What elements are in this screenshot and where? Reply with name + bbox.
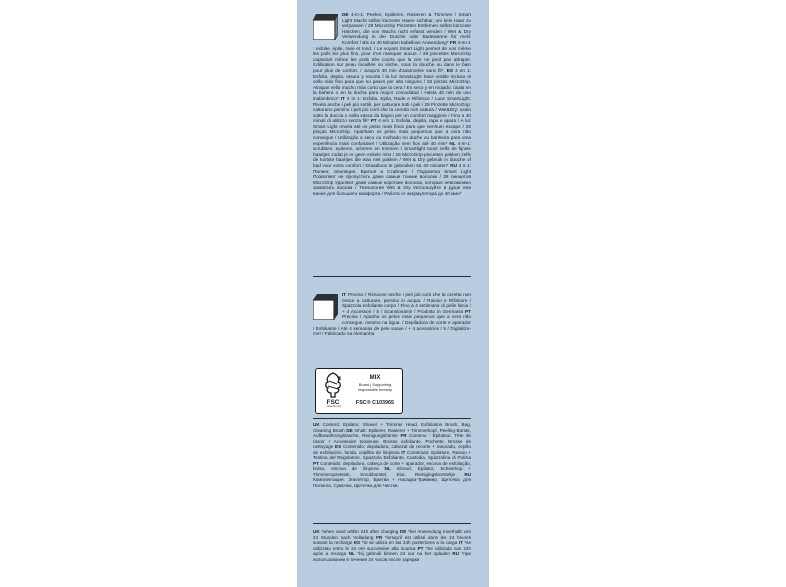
open-box-icon xyxy=(313,14,338,40)
contents-fr: Contenu : Épilateur, Tête de rasoir + Accessoire tondeuse, Brosse exfoliante, Pochette, Brosse de nettoyage xyxy=(313,433,471,450)
lang-code-es: ES xyxy=(353,540,361,546)
precision-pt: Precisa / Apanha os pelos mais pequenos que a cera não consegue, mesmo na água. / Depiladora de corte e aparador / Esfoliante / Até 4 semanas de pele suave / + 4 acessórios / 5 / Digitalize-me! / Fabricado na Alemanha xyxy=(313,314,471,337)
contents-pt: Conteúdo: depiladora, cabeça de corte + aparador, escova de esfoliação, bolsa, escova de limpeza xyxy=(313,460,471,472)
lang-code-de: DE xyxy=(342,12,349,17)
footnote-uk: *when used within 24h after charging xyxy=(319,529,400,534)
footnote-es: *Si se utiliza en las 24h posteriores a la carga xyxy=(360,540,459,546)
features-it: 4 in 1: Esfolia, Epila, Rade e Rifinisce / Luce SmartLight: Rivela anche i peli più sottili, per catturare tutti i peli / 28 Pinzette MicroGrip: catturano persino i peli più corti che la ceretta non cattura / Wet&Dry: usalo sotto la doccia o nella vasca da bagno per un comfort maggiore / Fino a 40 minuti di utilizzo senza fili* xyxy=(313,95,471,124)
features-pt: 4 em 1: Esfolia, depila, rapa e apara / A luz Smart Light revela até os pelos mais finos para que nenhum escape / 28 pinças MicroGrip. Apanham os pelos mais pequenos que a cera não consegue / Utilização a seco ou molhado no duche ou banheira para uma experiência mais confortável / Utilização sem fios até 40 min* xyxy=(313,118,471,146)
fsc-label xyxy=(315,368,403,414)
features-es: 4 en 1: Exfolia, depila, rasura y recorta / la luz SmartLight hace visible incluso el vello más fino para que no pases por alto ninguno / 28 pinzas MicroGrip. Atrapan vello mucho más corto que la cera / En seco y en mojado, úsala en la bañera o en la ducha para mayor comodidad / Hasta 40 min de uso inalámbrico* xyxy=(313,67,471,101)
footnote-ru: *при использовании в течение 24 часов после зарядки xyxy=(313,551,471,562)
contents-es: Contenido: depiladora, cabezal de recorte + rasurado, cepillo de exfoliación, funda, cepillito de limpieza xyxy=(313,444,471,455)
lang-code-fr: FR xyxy=(449,39,457,45)
fsc-logo-text: FSC xyxy=(326,399,340,406)
divider-rule xyxy=(313,523,471,524)
contents-nl: Inhoud: Epilator, Scheerkop + Trimmeropzetstuk, Scrubborstel, Etui, Reinigingsborsteltje xyxy=(313,466,471,477)
lang-code-fr: FR xyxy=(400,433,407,439)
lang-code-ru: RU xyxy=(464,471,471,477)
packaging-side-panel xyxy=(297,0,489,587)
lang-code-pt: PT xyxy=(370,118,377,124)
lang-code-de: DE xyxy=(346,427,353,433)
lang-code-ru: RU xyxy=(450,163,458,169)
contents-de: Inhalt: Epilierer, Rasierer + Trimmerkopf, Peeling-Bürste, Aufbewahrungstasche, Reinigungsbürste xyxy=(313,427,471,439)
lang-code-fr: FR xyxy=(376,534,383,540)
lang-code-uk: UK xyxy=(313,422,320,427)
lang-code-de: DE xyxy=(399,529,407,534)
contents-ru: Комплектация: Эпилятор, Бритва + Насадка-Триммер, Щеточка для Пилинга, Сумочка, Щеточка для Чистки. xyxy=(313,477,471,489)
features-ru: 4 в 1: Пилинг, Эпиляция, Бритьё и Стайлинг / Подсветка Smart Light Позволяет не пропустить даже самые тонкие волоски / 28 пинцетов MicroGrip Удаляют даже самые короткие волоски, которые невозможно захватить воском / Технология Wet & Dry Используйте в душе или ванне для большего комфорта / Работа от аккумулятора до 40 мин* xyxy=(313,163,471,196)
footnote-de: *bei Anwendung innerhalb von 24 Stunden nach Volladung xyxy=(313,529,471,540)
box-front-icon xyxy=(313,294,338,320)
footnote-pt: *Se utilizada nas 24h após a recarga xyxy=(313,545,471,557)
precision-it: Preciso / Rimuove anche i peli più corti che la ceretta non riesce a catturare, persino in acqua. / Rasoio e Rifinitore / Spazzola esfoliante corpo / Fino a 4 settimane di pelle liscia / + 4 Accessori / 5 / Scansionami! / Prodotto in Germania xyxy=(342,292,471,314)
lang-code-pt: PT xyxy=(417,545,424,551)
footnote-text-block xyxy=(313,529,471,562)
divider-rule xyxy=(313,276,471,277)
features-text-block xyxy=(313,12,471,197)
lang-code-it: IT xyxy=(342,292,347,297)
divider-rule xyxy=(313,418,471,419)
footnote-it: *se utilizzato entro le 24 ore successive alla ricarica xyxy=(313,540,472,551)
lang-code-ru: RU xyxy=(452,551,460,557)
lang-code-nl: NL xyxy=(348,551,355,557)
fsc-url: www.fsc.org xyxy=(327,405,341,408)
lang-code-uk: UK xyxy=(313,529,320,534)
lang-code-pt: PT xyxy=(313,460,319,466)
contents-text-block xyxy=(313,422,471,489)
features-de: 4-in-1: Peelen, Epilieren, Rasieren & Trimmen / Smart Light Macht selbst kürzeste Haare sichtbar, um kein Haar zu verpassen / 28 MicroGrip Pinzetten Entfernen selbst kürzeste Härchen, die von Wachs nicht erfasst werden / Wet & Dry Verwendung in der Dusche oder Badewanne für mehr Komfort / Bis zu 40 Minuten kabellose Anwendung* xyxy=(342,12,471,45)
lang-code-it: IT xyxy=(340,95,345,101)
lang-code-nl: NL xyxy=(384,466,391,472)
contents-uk: Content: Epilator, Shaver + Trimmer Head, Exfoliation Brush, Bag, Cleaning Brush xyxy=(313,422,471,433)
fsc-license-code: FSC® C103965 xyxy=(355,400,395,406)
features-fr: 4-en-1 : exfolie, épile, rase et tond. / Le voyant Smart Light permet de voir même les poils les plus fins, pour n'en manquer aucun. / 28 pincettes MicroGrip capturant même les poils très courts que la cire ne peut pas attraper. /Utilisation sur peau mouillée ou sèche, sous la douche ou dans le bain pour plus de confort. / Jusqu'à 40 min d'autonomie sans fil*. xyxy=(313,39,471,73)
lang-code-it: IT xyxy=(401,449,406,455)
lang-code-es: ES xyxy=(335,444,342,450)
precision-text-block xyxy=(313,292,471,337)
fsc-mix: MIX xyxy=(369,375,381,381)
footnote-fr: *lorsqu'il est utilisé dans les 24 heures suivant la recharge xyxy=(313,534,471,546)
lang-code-nl: NL xyxy=(449,140,456,146)
lang-code-pt: PT xyxy=(465,308,471,314)
fsc-board-text: Board | Supporting responsible forestry xyxy=(358,382,392,392)
lang-code-it: IT xyxy=(458,540,463,546)
footnote-nl: *bij gebruik binnen 24 uur na het opladen xyxy=(354,551,453,557)
features-nl: 4-in-1: scrubben, epileren, scheren en trimmen / Smartlight toont zelfs de fijnste haartjes zodat je er geen enkele mist / 28 MicroGrip-pincetten pakken zelfs de kortste haartjes die wax niet pakken / Wet & Dry gebruik in douche of bad voor extra comfort / Draadloos te gebruiken tot 40 minuten* xyxy=(313,140,471,169)
contents-it: Contenuto: Epilatore, Rasoio + Testina del Regolatore, Spazzola Esfoliante, Custodia, Spazzolina di Pulizia xyxy=(313,449,471,461)
lang-code-es: ES xyxy=(446,67,453,73)
